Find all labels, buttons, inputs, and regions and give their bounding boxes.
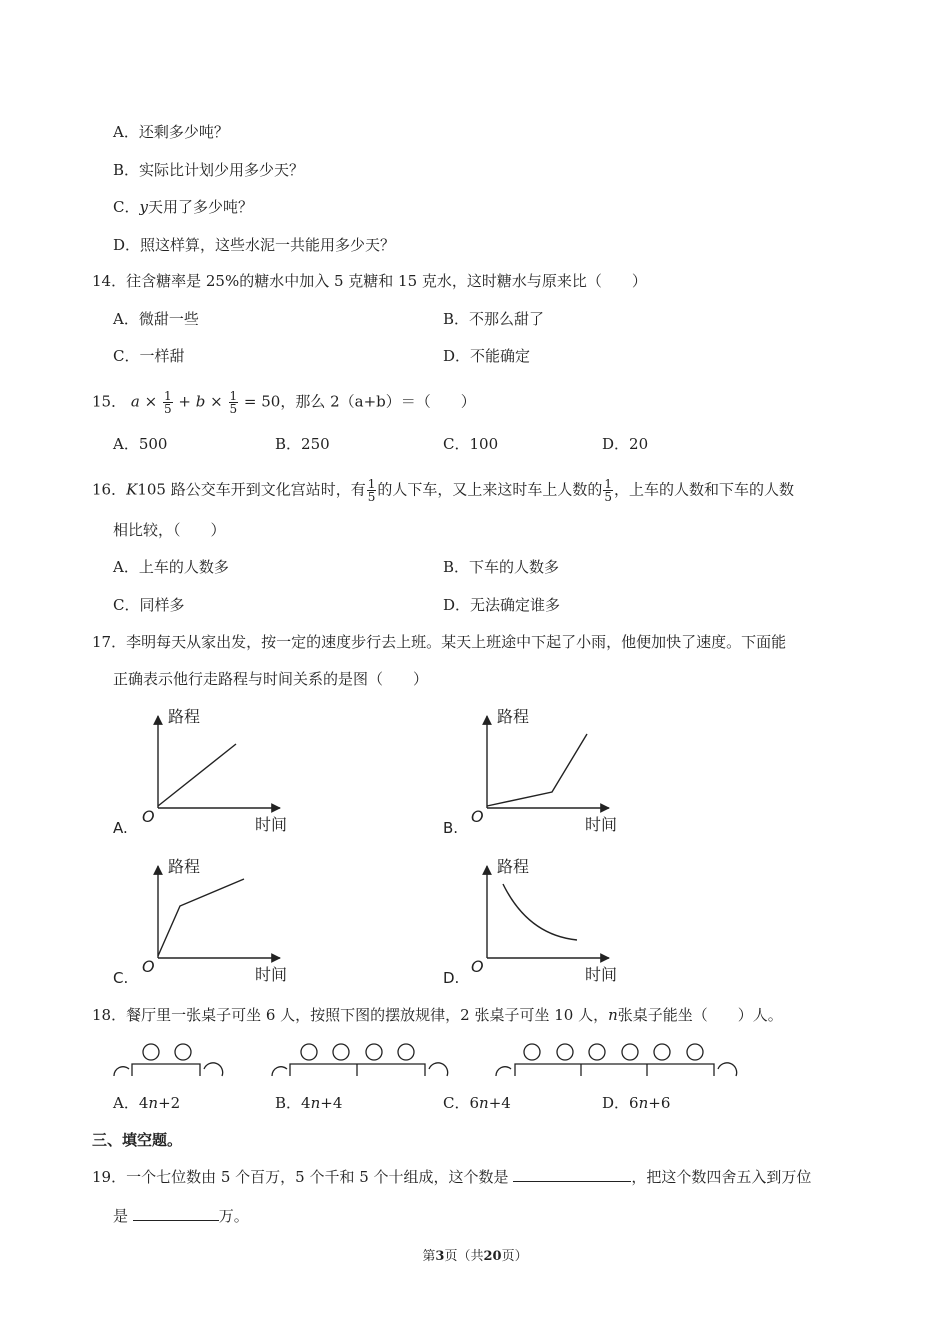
seat-circle <box>272 1067 287 1076</box>
seat-circle <box>429 1063 448 1076</box>
graph-b-curve <box>487 734 587 806</box>
q17-stem: 17．李明每天从家出发，按一定的速度步行去上班。某天上班途中下起了小雨，他便加快了速度。下面能 <box>92 633 787 651</box>
q18-option-a: A．4n+2 <box>113 1094 181 1112</box>
graph-c-curve <box>158 879 244 956</box>
seat-circle <box>589 1044 605 1060</box>
q15-option-b: B．250 <box>275 435 330 453</box>
q14-option-d: D．不能确定 <box>443 347 531 365</box>
graph-b-x-label: 时间 <box>585 815 618 834</box>
graph-a-curve <box>158 744 236 806</box>
graph-d-x-label: 时间 <box>585 965 618 984</box>
graph-b-label: B. <box>443 819 459 837</box>
q15-option-d: D．20 <box>602 435 649 453</box>
seat-circle <box>333 1044 349 1060</box>
section-heading: 三、填空题。 <box>92 1131 183 1149</box>
graph-c-x-label: 时间 <box>255 965 288 984</box>
q15-option-a: A．500 <box>113 435 168 453</box>
graph-b-y-label: 路程 <box>497 707 530 726</box>
q16-stem: 16．K105 路公交车开到文化宫站时，有 $\frac{1}{5}$ 的人下车，又上来这时车上人数的 $\frac{1}{5}$ ，上车的人数和下车的人数 <box>92 477 795 504</box>
graph-c-origin: O <box>142 957 155 976</box>
table-rect <box>515 1064 714 1076</box>
q16-stem-line2: 相比较，（ ） <box>113 521 226 539</box>
q18-tables-figure <box>0 1035 950 1085</box>
graph-d-origin: O <box>471 957 484 976</box>
graph-b-origin: O <box>471 807 484 826</box>
graph-a-y-label: 路程 <box>168 707 201 726</box>
seat-circle <box>366 1044 382 1060</box>
seat-circle <box>143 1044 159 1060</box>
q17-stem-line2: 正确表示他行走路程与时间关系的是图（ ） <box>113 670 429 688</box>
q13-option-d: D．照这样算，这些水泥一共能用多少天？ <box>113 236 396 254</box>
q14-option-c: C．一样甜 <box>113 347 185 365</box>
q16-option-a: A．上车的人数多 <box>113 558 229 576</box>
seat-circle <box>301 1044 317 1060</box>
graph-c-label: C. <box>113 969 129 987</box>
graph-a-origin: O <box>142 807 155 826</box>
q14-option-b: B．不那么甜了 <box>443 310 545 328</box>
seat-circle <box>175 1044 191 1060</box>
graph-c-y-label: 路程 <box>168 857 201 876</box>
q18-option-b: B．4n+4 <box>275 1094 343 1112</box>
q18-stem: 18．餐厅里一张桌子可坐 6 人，按照下图的摆放规律，2 张桌子可坐 10 人，n张桌子能坐（ ）人。 <box>92 1006 783 1024</box>
graph-d-y-label: 路程 <box>497 857 530 876</box>
q16-option-b: B．下车的人数多 <box>443 558 560 576</box>
seat-circle <box>398 1044 414 1060</box>
graph-d-label: D. <box>443 969 460 987</box>
table-rect <box>132 1064 200 1076</box>
q15-option-c: C．100 <box>443 435 499 453</box>
graph-a-label: A. <box>113 819 128 837</box>
graph-d-curve <box>503 884 577 940</box>
seat-circle <box>114 1067 129 1076</box>
q19-blank-2[interactable] <box>133 1206 219 1221</box>
q13-option-c: C．y天用了多少吨？ <box>113 198 253 216</box>
q18-option-d: D．6n+6 <box>602 1094 671 1112</box>
seat-circle <box>687 1044 703 1060</box>
seat-circle <box>496 1067 511 1076</box>
seat-circle <box>557 1044 573 1060</box>
q19-stem-line2: 是 万。 <box>113 1207 249 1225</box>
q14-stem: 14．往含糖率是 25%的糖水中加入 5 克糖和 15 克水，这时糖水与原来比（ ） <box>92 272 647 290</box>
seat-circle <box>654 1044 670 1060</box>
seat-circle <box>204 1063 223 1076</box>
q15-stem: 15． a × $\frac{1}{5}$ + b × $\frac{1}{5}$ = 50，那么 2（a+b）＝（ ） <box>92 389 476 416</box>
q19-blank-1[interactable] <box>513 1167 631 1182</box>
page-footer: 第3页（共20页） <box>422 1249 528 1264</box>
q16-option-c: C．同样多 <box>113 596 185 614</box>
seat-circle <box>718 1063 737 1076</box>
seat-circle <box>524 1044 540 1060</box>
seat-circle <box>622 1044 638 1060</box>
graph-a-x-label: 时间 <box>255 815 288 834</box>
q18-option-c: C．6n+4 <box>443 1094 511 1112</box>
q16-option-d: D．无法确定谁多 <box>443 596 561 614</box>
q13-option-b: B．实际比计划少用多少天？ <box>113 161 305 179</box>
q14-option-a: A．微甜一些 <box>113 310 199 328</box>
q13-option-a: A．还剩多少吨？ <box>113 123 229 141</box>
q19-stem: 19．一个七位数由 5 个百万，5 个千和 5 个十组成，这个数是 ，把这个数四舍五入到万位 <box>92 1168 812 1186</box>
